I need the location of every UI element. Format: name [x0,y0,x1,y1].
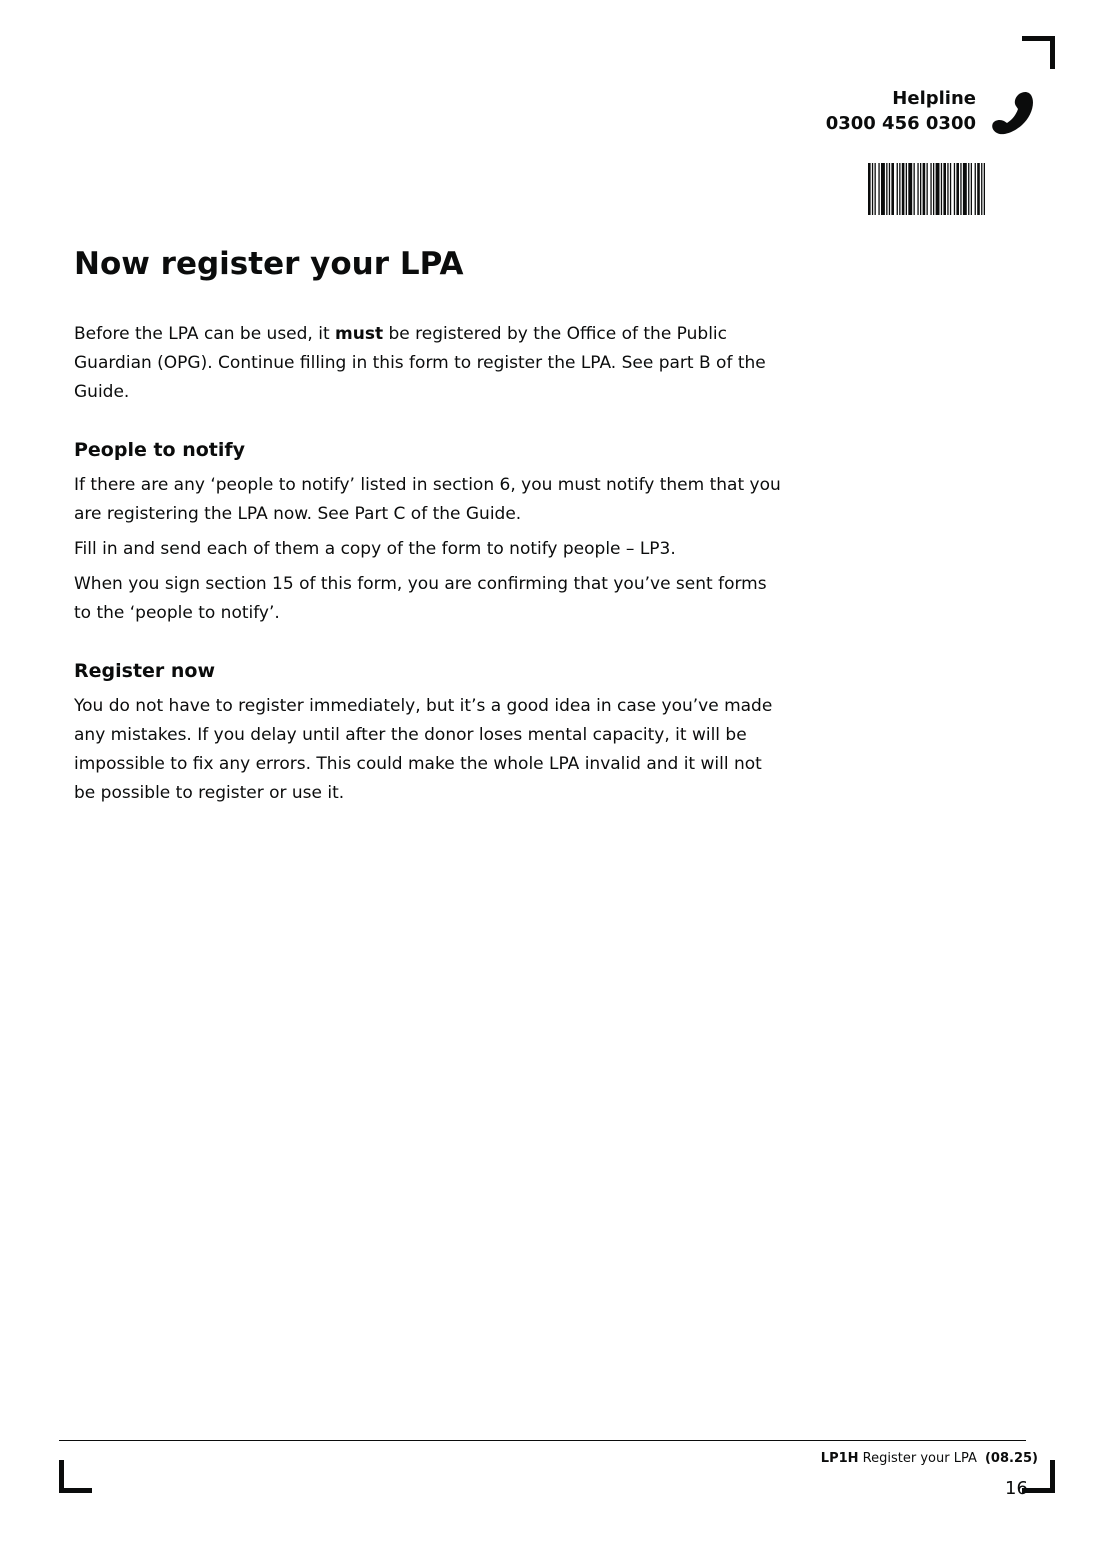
people-to-notify-paragraph-1: If there are any ‘people to notify’ listed in section 6, you must notify them that you are registering the LPA now. See Part C of the Guide. [74,475,781,524]
barcode-bar [963,163,967,215]
barcode-bar [906,163,907,215]
barcode-bar [971,163,972,215]
barcode-bar [897,163,898,215]
intro-paragraph [74,320,784,407]
helpline-number: 0300 456 0300 [825,113,976,134]
barcode-bar [960,163,961,215]
people-to-notify-heading: People to notify [74,439,246,461]
helpline-block [760,86,976,136]
intro-text-end: be registered by the Office of the Public Guardian (OPG). Continue filling in this form to register the LPA. See part B of the Guide. [74,324,766,402]
register-now-heading: Register now [74,660,216,682]
footer-form-reference [821,1451,1038,1466]
barcode-icon [868,163,1026,215]
register-now-paragraph: You do not have to register immediately, but it’s a good idea in case you’ve made any mistakes. If you delay until after the donor loses mental capacity, it will be impossible to fix any errors. This could make the whole LPA invalid and it will not be possible to register or use it. [74,696,773,803]
form-name: Register your LPA [858,1451,981,1466]
barcode-bar [968,163,969,215]
barcode-bar [930,163,931,215]
barcode-bar [954,163,955,215]
page-number: 16 [1005,1478,1028,1499]
barcode-bar [886,163,887,215]
barcode-bar [981,163,982,215]
barcode-bar [878,163,879,215]
people-to-notify-paragraph-3: When you sign section 15 of this form, you are confirming that you’ve sent forms to the ‘people to notify’. [74,574,767,623]
phone-icon [990,88,1040,136]
page-title: Now register your LPA [74,246,464,282]
barcode-bar [914,163,915,215]
people-to-notify-paragraph-2: Fill in and send each of them a copy of the form to notify people – LP3. [74,539,676,559]
footer-divider [59,1440,1026,1441]
barcode-bar [943,163,946,215]
intro-emphasis: must [335,324,384,344]
barcode-bar [872,163,873,215]
barcode-bar [881,163,885,215]
barcode-bar [941,163,942,215]
barcode-bar [933,163,934,215]
barcode-bar [947,163,948,215]
helpline-label: Helpline [892,88,976,109]
barcode-bar [923,163,926,215]
barcode-bar [891,163,894,215]
form-code: LP1H [820,1451,859,1466]
intro-text-start: Before the LPA can be used, it [74,324,336,344]
crop-mark-bottom-left-icon [59,1460,92,1493]
barcode-bar [927,163,928,215]
main-content [74,244,784,814]
barcode-bar [908,163,912,215]
barcode-bar [889,163,890,215]
barcode-bar [975,163,976,215]
barcode-bar [977,163,980,215]
barcode-bar [956,163,959,215]
barcode-bar [920,163,921,215]
barcode-bar [899,163,900,215]
form-version-date: (08.25) [984,1451,1038,1466]
barcode-bar [950,163,951,215]
barcode-bar [868,163,871,215]
barcode-bar [875,163,876,215]
crop-mark-top-right-icon [1022,36,1055,69]
barcode-bar [936,163,940,215]
barcode-bar [902,163,905,215]
barcode-bar [917,163,918,215]
barcode-bar [984,163,985,215]
